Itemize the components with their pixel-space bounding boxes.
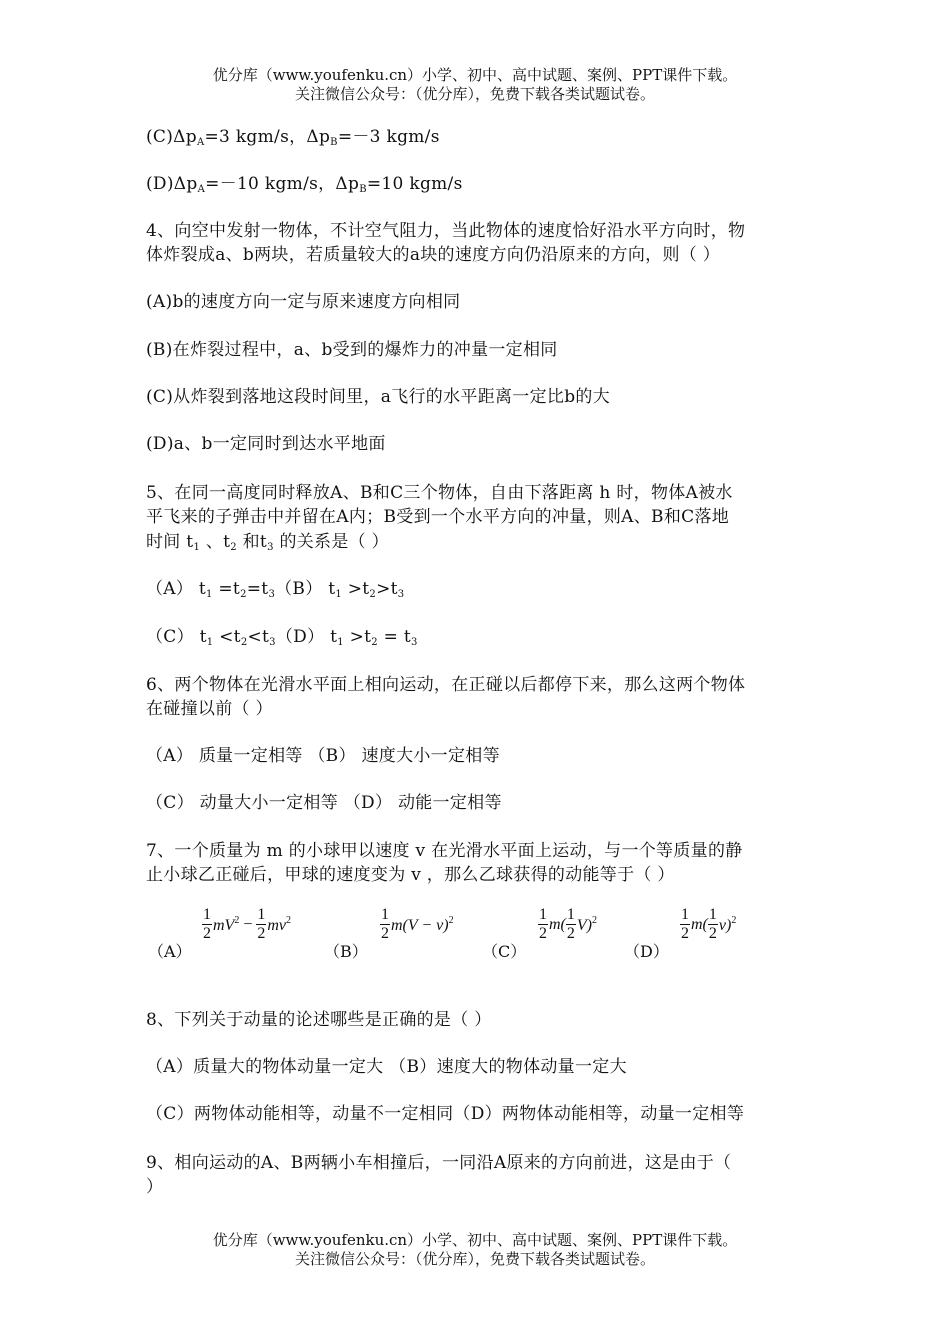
q8-stem: 8、下列关于动量的论述哪些是正确的是（ ） [146, 1010, 492, 1030]
q3-option-c: $(C)\Delta p_A=3$ kgm/s，$\Delta p_B=-3$ kgm/s [146, 127, 440, 148]
footer-line-1: 优分库（www.youfenku.cn）小学、初中、高中试题、案例、PPT课件下载。 [212, 1231, 738, 1249]
q6-stem-line-2: 在碰撞以前（ ） [146, 699, 273, 719]
fraction: $\frac{1}{2}$ [708, 906, 717, 942]
q6-stem-line-1: 6、两个物体在光滑水平面上相向运动，在正碰以后都停下来，那么这两个物体 [146, 675, 746, 695]
q4-option-c: (C)从炸裂到落地这段时间里，a飞行的水平距离一定比b的大 [146, 387, 610, 407]
fraction: $\frac{1}{2}$ [539, 906, 547, 942]
q5-stem-line-3: 时间 $t_1$ 、$t_2$ 和$t_3$ 的关系是（ ） [146, 532, 389, 553]
footer-line-2: 关注微信公众号：（优分库），免费下载各类试题试卷。 [294, 1250, 655, 1268]
q6-options-row-2: （C） 动量大小一定相等 （D） 动能一定相等 [146, 793, 502, 813]
fraction: $\frac{1}{2}$ [566, 906, 575, 942]
q7-stem-line-2: 止小球乙正碰后，甲球的速度变为 v ，那么乙球获得的动能等于（ ） [146, 865, 675, 885]
q7-formula-a: $\frac{1}{2}$ $mV^2$ − $\frac{1}{2}$ $mv^2$ [203, 906, 292, 942]
q7-label-d: （D） [624, 942, 669, 961]
q7-stem-line-1: 7、一个质量为 m 的小球甲以速度 v 在光滑水平面上运动，与一个等质量的静 [146, 841, 743, 861]
page-footer [0, 1231, 950, 1269]
header-line-2: 关注微信公众号：（优分库），免费下载各类试题试卷。 [294, 85, 655, 103]
q7-formula-options [146, 906, 826, 976]
q4-stem-line-2: 体炸裂成a、b两块，若质量较大的a块的速度方向仍沿原来的方向，则（ ） [146, 245, 721, 265]
q4-option-a: (A)b的速度方向一定与原来速度方向相同 [146, 292, 461, 312]
q4-stem-line-1: 4、向空中发射一物体，不计空气阻力，当此物体的速度恰好沿水平方向时，物 [146, 221, 746, 241]
q7-label-a: （A） [148, 942, 192, 961]
q8-options-row-1: （A）质量大的物体动量一定大 （B）速度大的物体动量一定大 [146, 1057, 627, 1077]
q5-stem-line-1: 5、在同一高度同时释放A、B和C三个物体，自由下落距离 h 时，物体A被水 [146, 483, 733, 503]
q5-stem-line-2: 平飞来的子弹击中并留在A内；B受到一个水平方向的冲量，则A、B和C落地 [146, 507, 730, 527]
page-header [0, 66, 950, 104]
q9-stem-line-2: ） [146, 1177, 164, 1197]
q3-option-d: $(D)\Delta p_A=-10$ kgm/s，$\Delta p_B=10$ kgm/s [146, 174, 463, 195]
q7-formula-b: $\frac{1}{2}$ $m(V - v)^2$ [381, 906, 454, 942]
q7-formula-d: $\frac{1}{2}$ m( $\frac{1}{2}$ v)$^2$ [681, 906, 737, 942]
q5-options-row-2: （C） $t_1 <t_2<t_3(D)$ $t_1 >t_2 = t_3$ [146, 627, 418, 648]
q5-options-row-1: （A） $t_1 =t_2=t_3(B)$ $t_1 >t_2>t_3$ [146, 579, 405, 600]
q6-options-row-1: （A） 质量一定相等 （B） 速度大小一定相等 [146, 746, 500, 766]
q7-formula-c: $\frac{1}{2}$ m( $\frac{1}{2}$ V)$^2$ [539, 906, 597, 942]
q7-label-b: （B） [324, 942, 368, 961]
q9-stem-line-1: 9、相向运动的A、B两辆小车相撞后，一同沿A原来的方向前进，这是由于（ [146, 1153, 732, 1173]
fraction: $\frac{1}{2}$ [257, 906, 266, 942]
q4-option-b: (B)在炸裂过程中，a、b受到的爆炸力的冲量一定相同 [146, 340, 558, 360]
q7-label-c: （C） [482, 942, 527, 961]
q8-options-row-2: （C）两物体动能相等，动量不一定相同（D）两物体动能相等，动量一定相等 [146, 1104, 745, 1124]
header-line-1: 优分库（www.youfenku.cn）小学、初中、高中试题、案例、PPT课件下载。 [212, 66, 738, 84]
fraction: $\frac{1}{2}$ [381, 906, 389, 942]
fraction: $\frac{1}{2}$ [681, 906, 689, 942]
fraction: $\frac{1}{2}$ [203, 906, 211, 942]
q4-option-d: (D)a、b一定同时到达水平地面 [146, 434, 386, 454]
